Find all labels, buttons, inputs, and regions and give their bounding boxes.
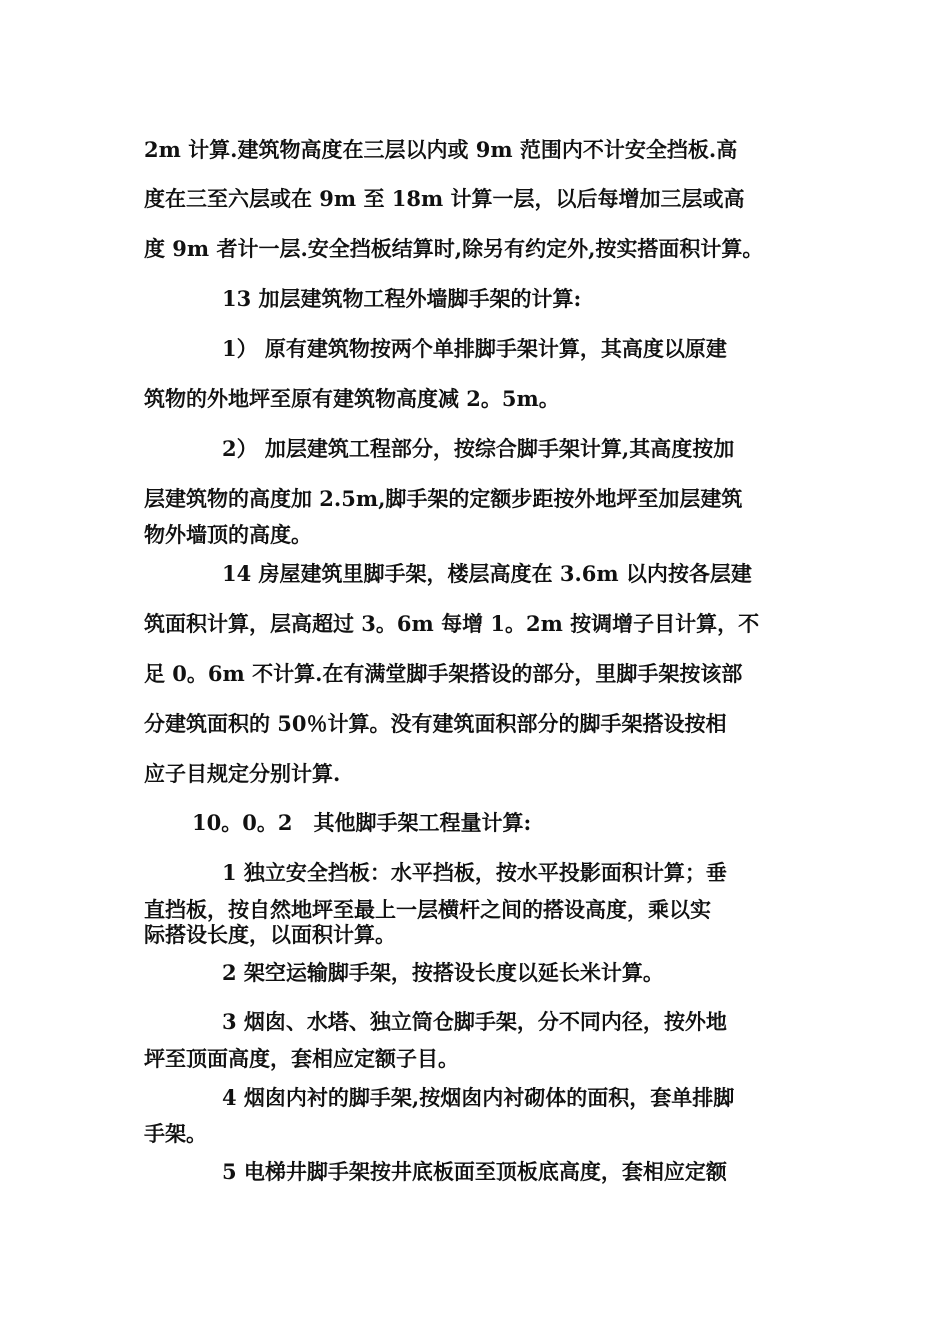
text-line: 1） 原有建筑物按两个单排脚手架计算，其高度以原建 [222,336,727,361]
section-heading: 10。0。2 其他脚手架工程量计算: [192,810,532,835]
text-line: 2） 加层建筑工程部分，按综合脚手架计算,其高度按加 [222,436,735,461]
text-line: 坪至顶面高度，套相应定额子目。 [144,1046,459,1071]
text-line: 筑物的外地坪至原有建筑物高度减 2。5m。 [144,386,560,411]
text-line: 直挡板，按自然地坪至最上一层横杆之间的搭设高度，乘以实 [144,897,711,922]
text-line: 5 电梯井脚手架按井底板面至顶板底高度，套相应定额 [222,1159,727,1184]
text-line: 1 独立安全挡板：水平挡板，按水平投影面积计算；垂 [222,860,727,885]
text-line: 物外墙顶的高度。 [144,522,312,547]
text-line: 分建筑面积的 50％计算。没有建筑面积部分的脚手架搭设按相 [144,711,727,736]
text-line: 14 房屋建筑里脚手架，楼层高度在 3.6m 以内按各层建 [222,561,752,586]
text-line: 筑面积计算，层高超过 3。6m 每增 1。2m 按调增子目计算，不 [144,611,760,636]
text-line: 足 0。6m 不计算.在有满堂脚手架搭设的部分，里脚手架按该部 [144,661,743,686]
section-heading: 13 加层建筑物工程外墙脚手架的计算: [222,286,582,311]
text-line: 2m 计算.建筑物高度在三层以内或 9m 范围内不计安全挡板.高 [144,137,738,162]
text-line: 4 烟囱内衬的脚手架,按烟囱内衬砌体的面积，套单排脚 [222,1085,735,1110]
text-line: 3 烟囱、水塔、独立筒仓脚手架，分不同内径，按外地 [222,1009,727,1034]
text-line: 度 9m 者计一层.安全挡板结算时,除另有约定外,按实搭面积计算。 [144,236,764,261]
text-line: 手架。 [144,1121,207,1146]
text-line: 层建筑物的高度加 2.5m,脚手架的定额步距按外地坪至加层建筑 [144,486,743,511]
text-line: 际搭设长度，以面积计算。 [144,922,396,947]
text-line: 应子目规定分别计算. [144,761,341,786]
text-line: 度在三至六层或在 9m 至 18m 计算一层，以后每增加三层或高 [144,186,745,211]
text-line: 2 架空运输脚手架，按搭设长度以延长米计算。 [222,960,664,985]
